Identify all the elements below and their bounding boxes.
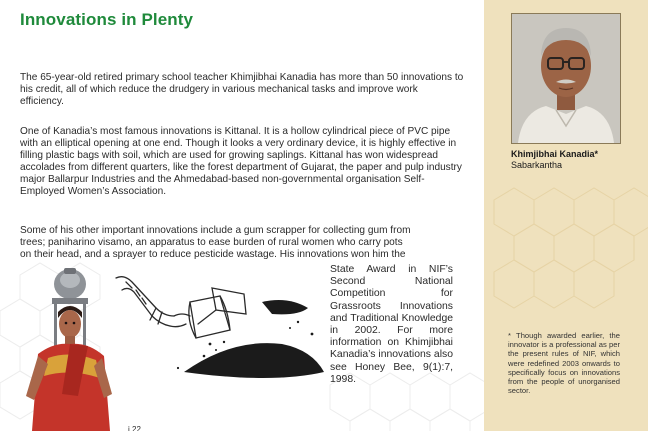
page-title: Innovations in Plenty <box>20 10 194 29</box>
woman-carrying-pots-photo <box>18 266 118 431</box>
kittanal-illustration <box>112 272 326 392</box>
paragraph-line: trees; paniharino visamo, an apparatus to ease burden of rural women who carry pots <box>20 237 403 248</box>
paragraph-intro: The 65-year-old retired primary school teacher Khimjibhai Kanadia has more than 50 innovations to his credit, all of which reduce the drudgery in various mechanical tasks and improve work efficiency. <box>20 72 464 107</box>
page-number: i 22 <box>128 425 141 431</box>
paragraph-award-text: State Award in NIF’s Second National Competition for Grassroots Innovations and Traditional Knowledge in 2002. For more information on Khimjibhai Kanadia’s innovations also see Honey Bee, 9(1):7, 1998. <box>330 264 453 385</box>
caption-location: Sabarkantha <box>511 160 563 170</box>
sidebar <box>484 0 648 431</box>
portrait-photo <box>511 13 621 144</box>
paragraph-line: Some of his other important innovations include a gum scrapper for collecting gum from <box>20 225 411 236</box>
caption-name: Khimjibhai Kanadia* <box>511 149 599 159</box>
portrait-photo-image <box>512 14 620 143</box>
paragraph-kittanal: One of Kanadia’s most famous innovations is Kittanal. It is a hollow cylindrical piece of PVC pipe with an elliptical opening at one end. Though it looks a very ordinary device, it is highly effective in filling plastic bags with soil, which are used for growing saplings. Kittanal has won widespread accolades from different quarters, like the forest department of Gujarat, the paper and pulp industry major Ballarpur Industries and the Ahmedabad-based non-governmental organisation Self-Employed Women’s Association. <box>20 126 462 197</box>
paragraph-line: on their head, and a sprayer to reduce pesticide wastage. His innovations won him the <box>20 249 406 260</box>
footnote: * Though awarded earlier, the innovator is a professional as per the present rules of NIF, which were redefined 2003 onwards to specifically focus on innovations from the people of unorganised sector. <box>508 331 620 396</box>
paragraph-other-innovations <box>20 225 464 261</box>
